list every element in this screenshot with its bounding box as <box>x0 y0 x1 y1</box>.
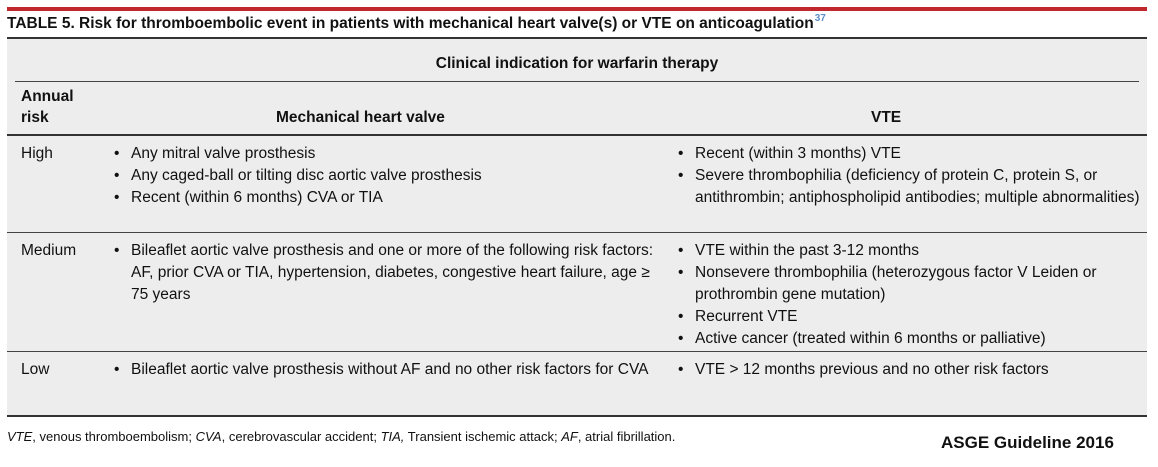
list-item-text: Recent (within 3 months) VTE <box>695 145 901 162</box>
spanning-header: Clinical indication for warfarin therapy <box>435 55 719 72</box>
bullet: • <box>114 361 120 378</box>
vte-list-low <box>678 359 1140 381</box>
list-item-text: VTE > 12 months previous and no other risk factors <box>695 361 1049 378</box>
risk-level-medium: Medium <box>21 242 77 259</box>
list-item-text: Bileaflet aortic valve prosthesis and one or more of the following risk factors: AF, prior CVA or TIA, hypertension, diabetes, congestive heart failure, age ≥ 75 years <box>131 242 654 303</box>
list-item-text: Nonsevere thrombophilia (heterozygous factor V Leiden or prothrombin gene mutation) <box>695 264 1097 303</box>
row-divider <box>7 351 1147 352</box>
vte-list-high <box>678 143 1140 209</box>
list-item <box>678 328 1140 350</box>
column-header-vte: VTE <box>871 109 902 126</box>
column-header-risk-line1: Annual <box>21 88 74 105</box>
reference-superscript[interactable]: 37 <box>814 13 826 24</box>
bullet: • <box>678 242 684 259</box>
footnote-def: Transient ischemic attack; <box>404 429 562 444</box>
risk-level-low: Low <box>21 361 50 378</box>
list-item <box>678 240 1140 262</box>
risk-table <box>7 37 1147 417</box>
footnote-abbr: AF <box>561 429 578 444</box>
bullet: • <box>678 264 684 281</box>
risk-level-high: High <box>21 145 53 162</box>
bullet: • <box>678 330 684 347</box>
column-header-risk-line2: risk <box>21 109 49 126</box>
bullet: • <box>114 189 120 206</box>
bullet: • <box>678 361 684 378</box>
list-item-text: Any mitral valve prosthesis <box>131 145 316 162</box>
list-item-text: Any caged-ball or tilting disc aortic valve prosthesis <box>131 167 482 184</box>
table-bottom-rule <box>7 415 1147 417</box>
footnote-def: , cerebrovascular accident; <box>221 429 381 444</box>
footnote-abbr: CVA <box>195 429 222 444</box>
list-item <box>114 187 654 209</box>
table-title-text: TABLE 5. Risk for thromboembolic event in patients with mechanical heart valve(s) or VTE on anticoagulation <box>7 15 814 32</box>
column-header-valve: Mechanical heart valve <box>276 109 445 126</box>
list-item <box>114 143 654 165</box>
footnote-def: , venous thromboembolism; <box>32 429 196 444</box>
column-header-risk <box>21 86 74 128</box>
bullet: • <box>114 145 120 162</box>
list-item <box>114 240 654 306</box>
footnote-abbr: VTE <box>7 429 33 444</box>
list-item <box>678 143 1140 165</box>
list-item <box>678 306 1140 328</box>
title-rule <box>7 7 1147 11</box>
vte-list-medium <box>678 240 1140 350</box>
valve-list-low <box>114 359 654 381</box>
list-item <box>678 165 1140 209</box>
footnote <box>7 429 675 444</box>
list-item <box>114 165 654 187</box>
footnote-def: , atrial fibrillation. <box>577 429 676 444</box>
spanning-header-rule <box>15 81 1139 82</box>
bullet: • <box>678 167 684 184</box>
header-bottom-rule <box>7 134 1147 136</box>
footnote-abbr: TIA, <box>380 429 405 444</box>
bullet: • <box>114 242 120 259</box>
bullet: • <box>678 145 684 162</box>
valve-list-high <box>114 143 654 209</box>
bullet: • <box>114 167 120 184</box>
guideline-label: ASGE Guideline 2016 <box>941 433 1114 452</box>
table-top-rule <box>7 37 1147 39</box>
list-item <box>114 359 654 381</box>
row-divider <box>7 232 1147 233</box>
list-item-text: VTE within the past 3-12 months <box>695 242 920 259</box>
bullet: • <box>678 308 684 325</box>
list-item-text: Recurrent VTE <box>695 308 798 325</box>
list-item-text: Active cancer (treated within 6 months or palliative) <box>695 330 1046 347</box>
table-title <box>7 13 826 33</box>
list-item-text: Severe thrombophilia (deficiency of protein C, protein S, or antithrombin; antiphospholipid antibodies; multiple abnormalities) <box>695 167 1140 206</box>
valve-list-medium <box>114 240 654 306</box>
list-item <box>678 359 1140 381</box>
list-item <box>678 262 1140 306</box>
list-item-text: Bileaflet aortic valve prosthesis without AF and no other risk factors for CVA <box>131 361 649 378</box>
list-item-text: Recent (within 6 months) CVA or TIA <box>131 189 383 206</box>
